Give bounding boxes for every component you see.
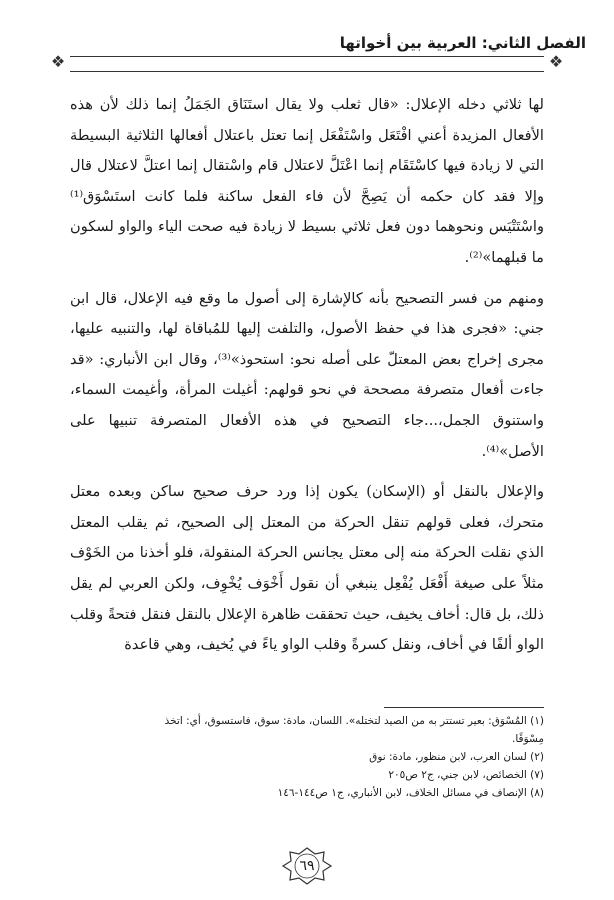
- paragraph: ومنهم من فسر التصحيح بأنه كالإشارة إلى أصول ما وقع فيه الإعلال، قال ابن جني: «فجرى هذا في حفظ الأصول، والتلفت إليها للمُباقاة لها، والتنبيه عليها، مجرى إخراج بعض المعتلّ على أصله نحو: استحوذ»⁽³⁾، وقال ابن الأنباري: «قد جاءت أفعال متصرفة مصححة في نحو قولهم: أغيلت المرأة، وأغيمت السماء، واستنوق الجمل،...جاء التصحيح في هذه الأفعال المتصرفة تنبيها على الأصل»⁽⁴⁾.: [70, 289, 544, 460]
- footnote: (٧) الخصائص، لابن جني، ج٢ ص٢٠٥: [388, 769, 544, 781]
- corner-ornament-icon: ❖: [548, 52, 564, 71]
- footnote: (٢) لسان العرب، لابن منظور، مادة: نوق: [369, 751, 544, 763]
- header-frame: [70, 56, 544, 72]
- footnote-separator: [384, 707, 544, 708]
- footnote: مِسْوَقًا.: [512, 733, 544, 745]
- footnote: (١) المُسْوَق: بعير تستتر به من الصيد لتختله». اللسان، مادة: سوق، فاستسوق، أي: اتخذ: [164, 715, 544, 727]
- paragraph: لها ثلاثي دخله الإعلال: «قال ثعلب ولا يقال استَنَاق الجَمَلُ إنما ذلك لأن هذه الأفعال المزيدة أعني افْتَعَل واسْتَفْعَل إنما تعتل باعتلال أفعالها الثلاثية البسيطة التي لا زيادة فيها كاسْتَقَام إنما اعْتَلَّ لاعتلال قام واسْتقال إنما اعتلَّ لاعتلال قال وإلا فقد كان حكمه أن يَصِحَّ لأن فاء الفعل ساكنة فلما كانت استَسْوَق⁽¹⁾ واسْتَتْيَس ونحوهما دون فعل ثلاثي بسيط لا زيادة فيه صحت الياء والواو لسكون ما قبلهما»⁽²⁾.: [70, 96, 544, 266]
- running-head: الفصل الثاني: العربية بين أخواتها: [339, 34, 586, 52]
- page-number-ornament: [277, 846, 337, 886]
- footnotes: [70, 712, 544, 802]
- page-number: ٦٩: [299, 858, 315, 874]
- corner-ornament-icon: ❖: [50, 52, 66, 71]
- paragraph: والإعلال بالنقل أو (الإسكان) يكون إذا ورد حرف صحيح ساكن وبعده معتل متحرك، فعلى قولهم تنقل الحركة من المعتل إلى الصحيح، ثم يقلب المعتل الذي نقلت الحركة منه إلى معتل يجانس الحركة المنقولة، فلو أخذنا من الخَوْف مثلاً على صيغة أَفْعَل يُفْعِل ينبغي أن نقول أَخْوَف يُخْوِف، ولكن العربي لم يقل ذلك، بل قال: أخاف يخيف، حيث تحققت ظاهرة الإعلال بالنقل فنقل فتحةً وقلب الواو ألفًا في أخاف، ونقل كسرةً وقلب الواو ياءً في يُخيف، وهي قاعدة: [70, 483, 544, 654]
- footnote: (٨) الإنصاف في مسائل الخلاف، لابن الأنباري، ج١ ص١٤٤-١٤٦: [277, 787, 544, 799]
- body-text: [70, 90, 544, 661]
